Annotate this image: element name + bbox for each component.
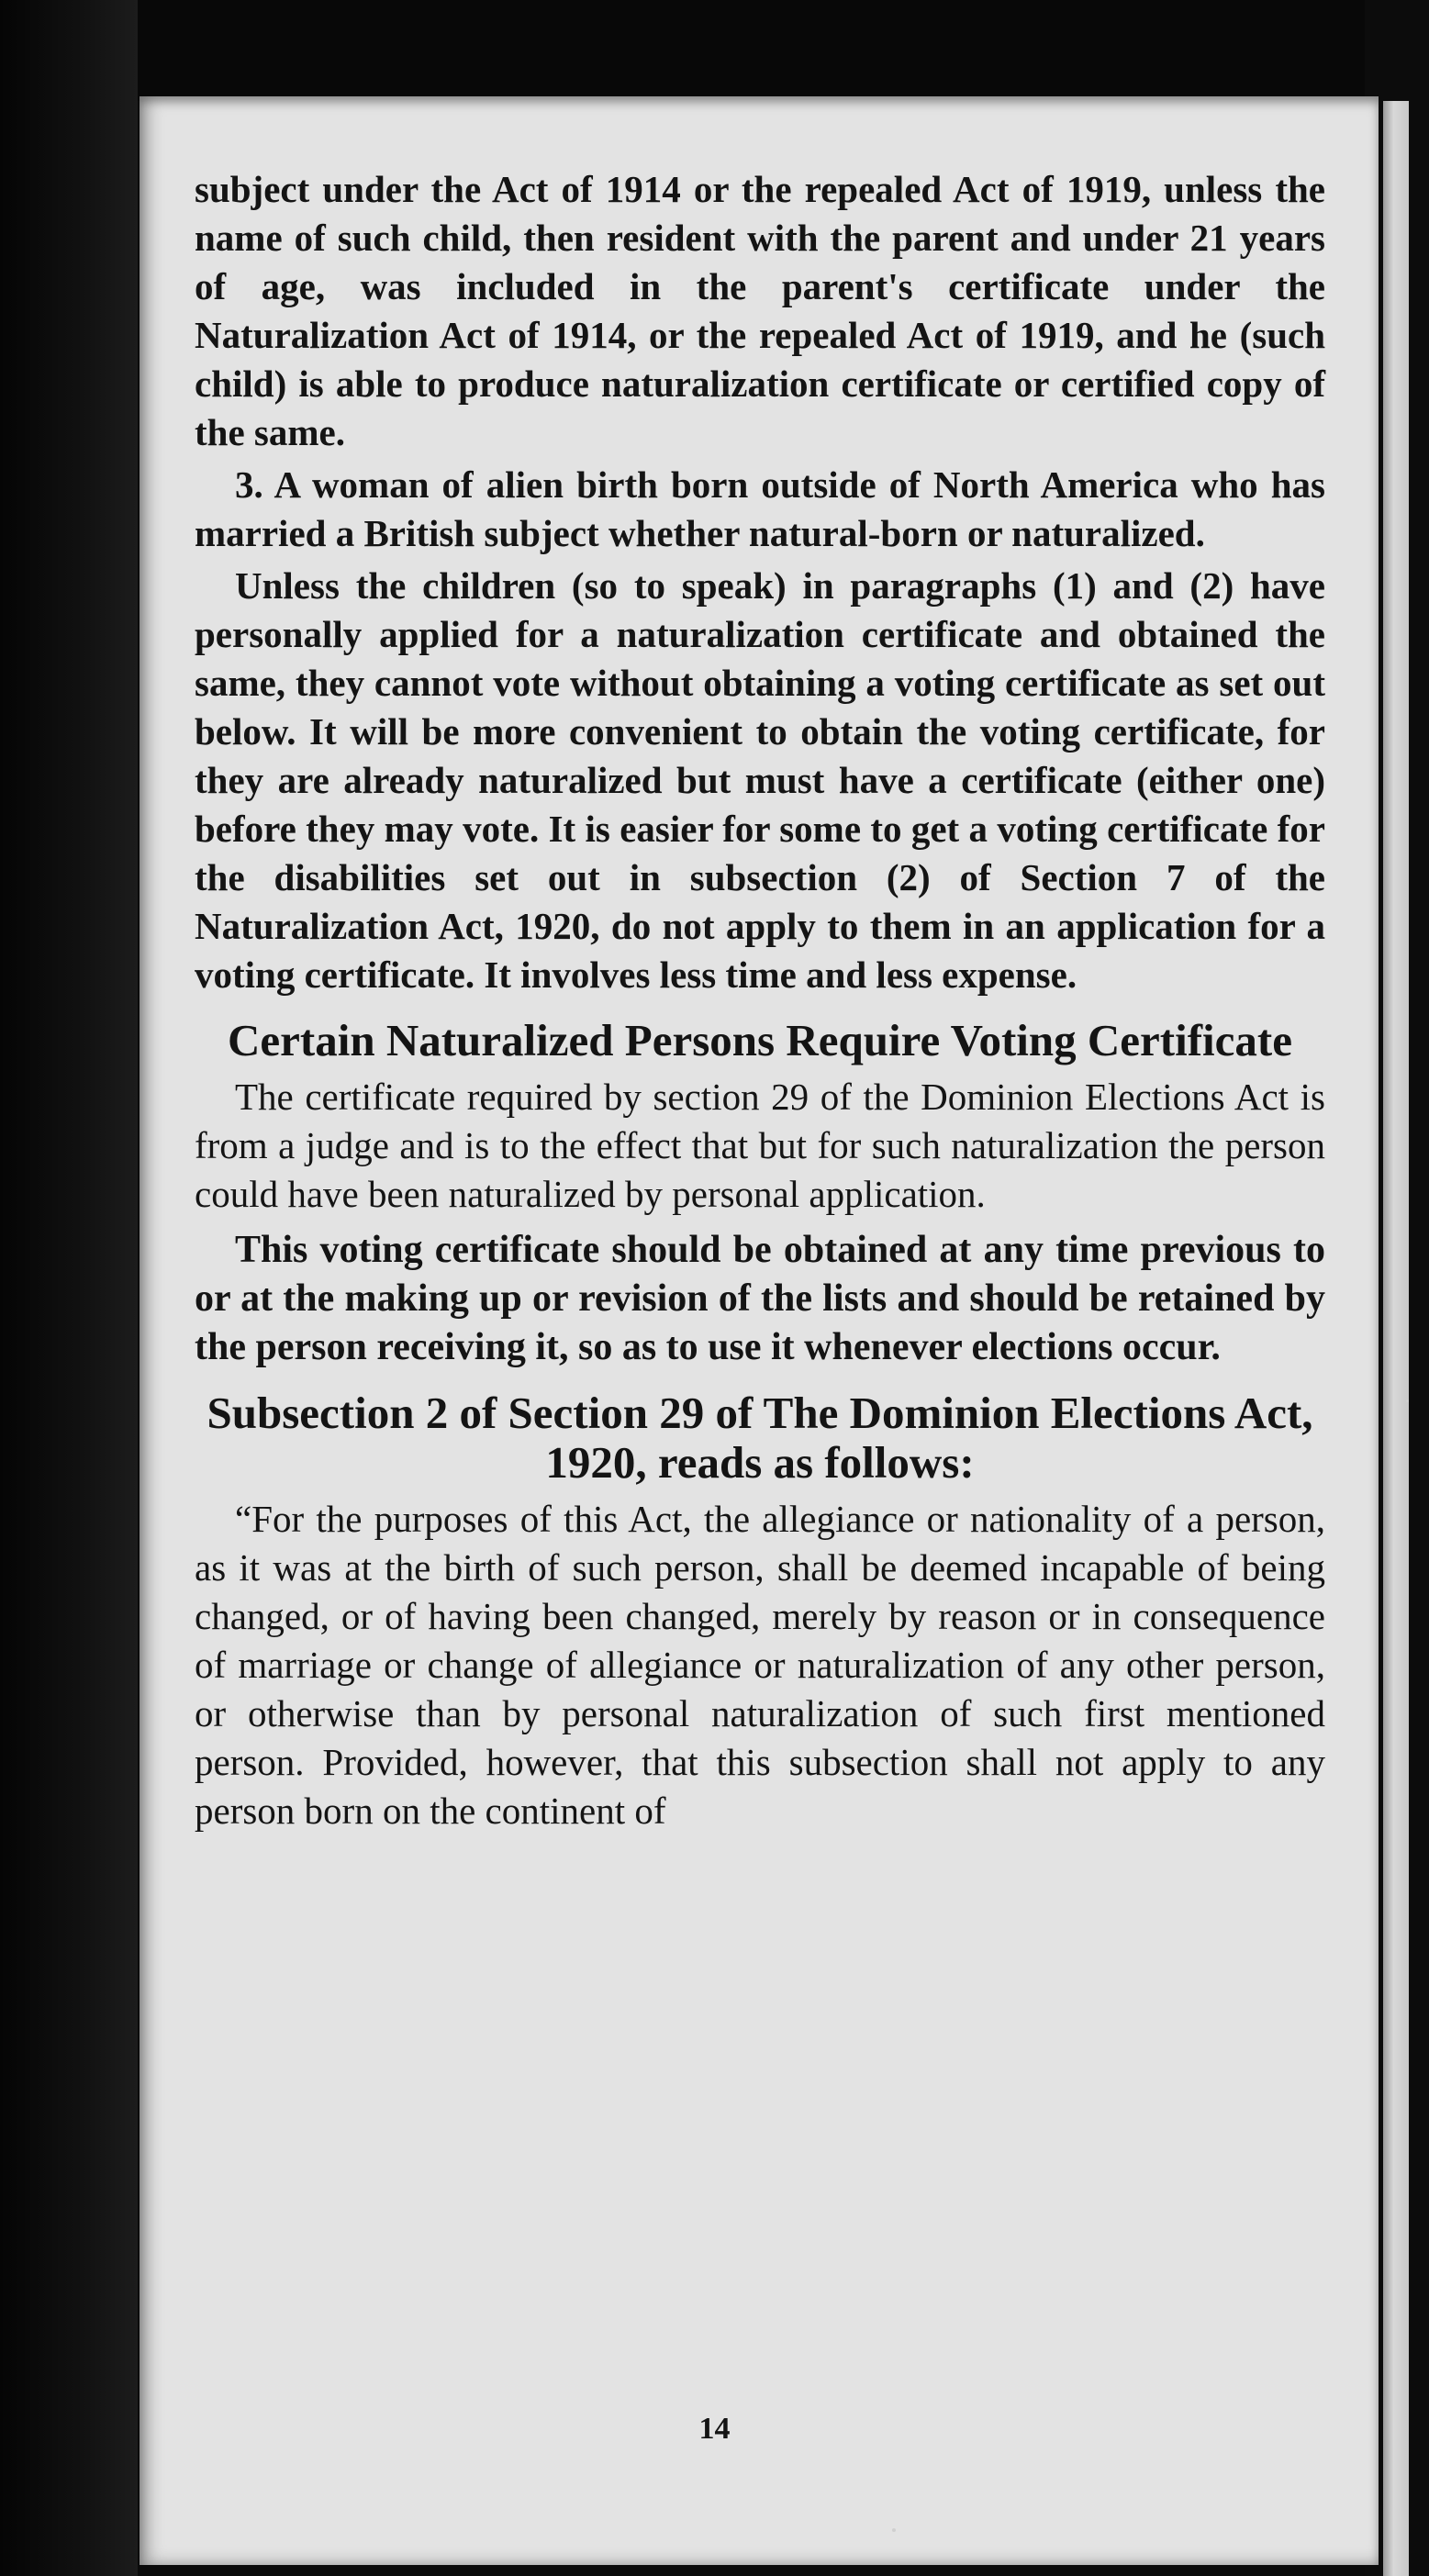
scan-speck xyxy=(1406,1400,1409,1402)
paragraph-continuation: subject under the Act of 1914 or the repealed Act of 1919, unless the name of such child, then resident with the parent and under 21 years of age, was included in the parent's certificate under the Naturalization Act of 1914, or the repealed Act of 1919, and he (such child) is able to produce naturalization certificate or certified copy of the same. xyxy=(195,168,1325,453)
paragraph-quoted-statute: “For the purposes of this Act, the allegiance or nationality of a person, as it was at the birth of such person, shall be deemed incapable of being changed, or of having been changed, merely by reason or in consequence of marriage or change of allegiance or naturalization of any other person, or otherwise than by personal naturalization of such first mentioned person. Provided, however, that this subsection shall not apply to any person born on the continent of xyxy=(195,1498,1325,1832)
paragraph-children-note: Unless the children (so to speak) in paragraphs (1) and (2) have personally applied for a naturalization certificate and obtained the same, they cannot vote without obtaining a voting certificate as set out below. It will be more convenient to obtain the voting certificate, for they are already naturalized but must have a certificate (either one) before they may vote. It is easier for some to get a voting certificate for the disabilities set out in subsection (2) of Section 7 of the Naturalization Act, 1920, do not apply to them in an application for a voting certificate. It involves less time and less expense. xyxy=(195,564,1325,996)
page-content xyxy=(195,165,1325,1835)
paragraph-certificate-requirement: The certificate required by section 29 of the Dominion Elections Act is from a judge and is to the effect that but for such naturalization the person could have been naturalized by personal application. xyxy=(195,1076,1325,1215)
scan-border-left xyxy=(0,0,138,2576)
section-heading-subsection-2: Subsection 2 of Section 29 of The Dominion Elections Act, 1920, reads as follows: xyxy=(207,1388,1313,1488)
section-heading-voting-certificate: Certain Naturalized Persons Require Voting Certificate xyxy=(228,1015,1292,1065)
paragraph-certificate-retention: This voting certificate should be obtained at any time previous to or at the making up or revision of the lists and should be retained by the person receiving it, so as to use it whenever elections occur. xyxy=(195,1229,1325,1368)
scan-speck xyxy=(892,2528,896,2532)
paragraph-item-3: 3. A woman of alien birth born outside of North America who has married a British subject whether natural-born or naturalized. xyxy=(195,463,1325,554)
adjacent-page-edge xyxy=(1383,101,1409,2576)
scan-border-top xyxy=(0,0,1429,101)
page-number: 14 xyxy=(698,2412,731,2446)
